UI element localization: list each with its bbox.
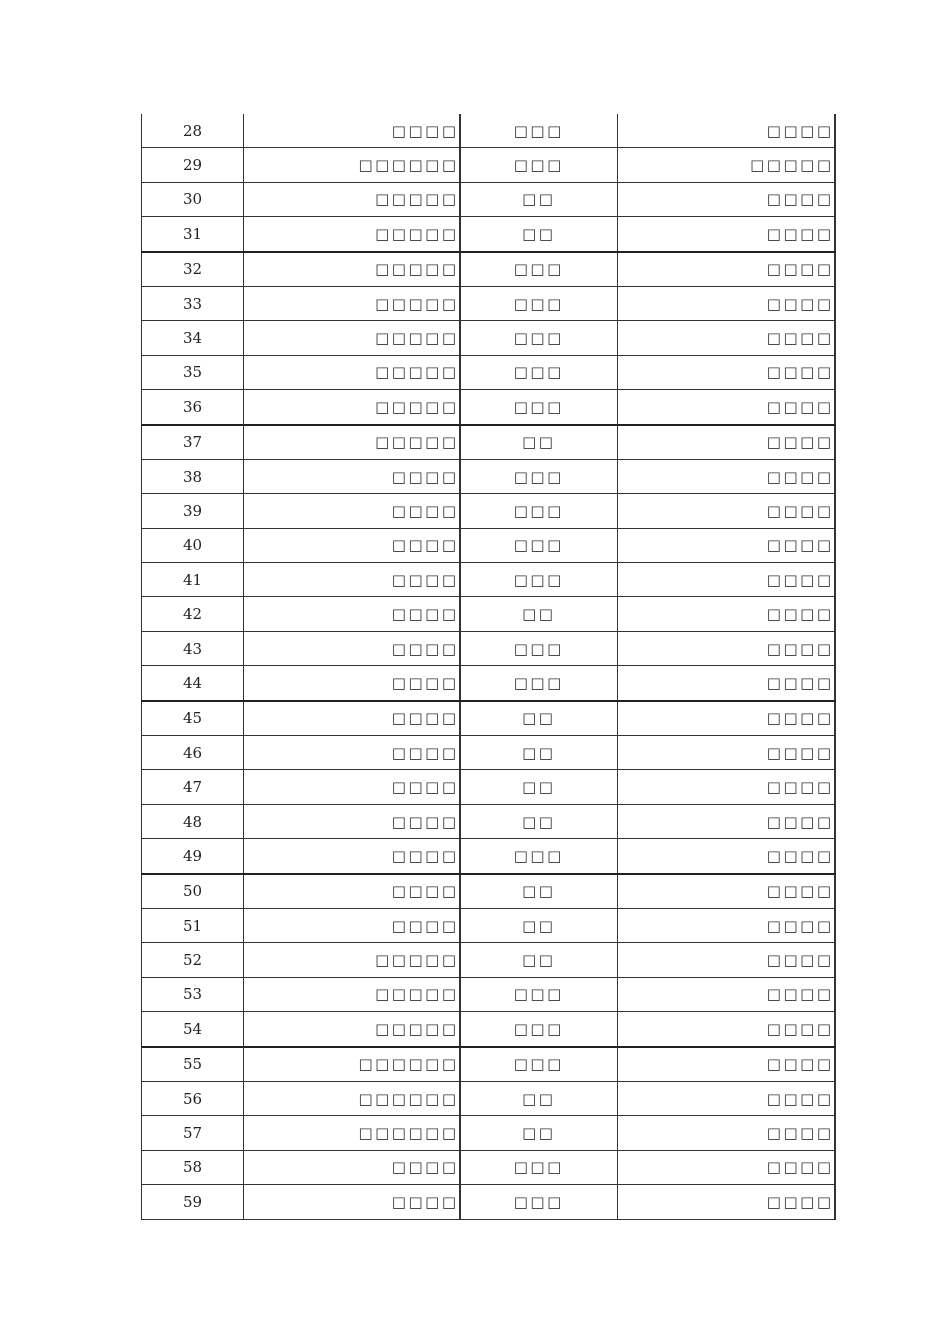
- name-cell: □□□□□□: [244, 148, 460, 182]
- row-number: 58: [142, 1150, 244, 1184]
- group-cell: □□□: [460, 1150, 618, 1184]
- table-row: [142, 1012, 835, 1047]
- table-row: [142, 631, 835, 665]
- table-row: [142, 182, 835, 216]
- group-cell: □□: [460, 182, 618, 216]
- group-cell: □□: [460, 1081, 618, 1115]
- name-cell: □□□□: [244, 1185, 460, 1219]
- group-cell: □□□: [460, 666, 618, 701]
- table-row: [142, 1116, 835, 1150]
- name-cell: □□□□: [244, 563, 460, 597]
- row-number: 46: [142, 736, 244, 770]
- name-cell: □□□□□□: [244, 1081, 460, 1115]
- row-number: 42: [142, 597, 244, 631]
- name-cell: □□□□: [244, 494, 460, 528]
- row-number: 59: [142, 1185, 244, 1219]
- table-row: [142, 217, 835, 252]
- name-cell: □□□□: [244, 528, 460, 562]
- table-row: [142, 804, 835, 838]
- row-number: 49: [142, 839, 244, 874]
- table-body: [142, 114, 835, 1219]
- value-cell: □□□□: [618, 355, 835, 389]
- row-number: 32: [142, 252, 244, 287]
- name-cell: □□□□: [244, 804, 460, 838]
- table-row: [142, 321, 835, 355]
- group-cell: □□□: [460, 114, 618, 148]
- table-row: [142, 1185, 835, 1219]
- name-cell: □□□□□: [244, 321, 460, 355]
- table-row: [142, 252, 835, 287]
- name-cell: □□□□□: [244, 425, 460, 460]
- table-row: [142, 148, 835, 182]
- value-cell: □□□□: [618, 736, 835, 770]
- table-row: [142, 494, 835, 528]
- name-cell: □□□□: [244, 597, 460, 631]
- row-number: 57: [142, 1116, 244, 1150]
- name-cell: □□□□: [244, 701, 460, 736]
- group-cell: □□: [460, 770, 618, 804]
- table-row: [142, 977, 835, 1011]
- data-table: [141, 114, 836, 1220]
- group-cell: □□: [460, 1116, 618, 1150]
- value-cell: □□□□: [618, 1012, 835, 1047]
- row-number: 34: [142, 321, 244, 355]
- group-cell: □□□: [460, 321, 618, 355]
- row-number: 45: [142, 701, 244, 736]
- table-row: [142, 943, 835, 977]
- value-cell: □□□□: [618, 666, 835, 701]
- table-row: [142, 908, 835, 942]
- group-cell: □□□: [460, 494, 618, 528]
- table-row: [142, 597, 835, 631]
- row-number: 54: [142, 1012, 244, 1047]
- row-number: 40: [142, 528, 244, 562]
- group-cell: □□□: [460, 1185, 618, 1219]
- group-cell: □□□: [460, 1047, 618, 1082]
- value-cell: □□□□: [618, 459, 835, 493]
- table-row: [142, 286, 835, 320]
- group-cell: □□: [460, 943, 618, 977]
- name-cell: □□□□□: [244, 1012, 460, 1047]
- group-cell: □□□: [460, 1012, 618, 1047]
- group-cell: □□: [460, 425, 618, 460]
- group-cell: □□□: [460, 148, 618, 182]
- row-number: 39: [142, 494, 244, 528]
- row-number: 33: [142, 286, 244, 320]
- name-cell: □□□□: [244, 114, 460, 148]
- table-row: [142, 563, 835, 597]
- table-row: [142, 736, 835, 770]
- name-cell: □□□□: [244, 1150, 460, 1184]
- value-cell: □□□□: [618, 182, 835, 216]
- row-number: 48: [142, 804, 244, 838]
- group-cell: □□: [460, 874, 618, 909]
- row-number: 37: [142, 425, 244, 460]
- value-cell: □□□□: [618, 770, 835, 804]
- table-row: [142, 114, 835, 148]
- row-number: 51: [142, 908, 244, 942]
- row-number: 47: [142, 770, 244, 804]
- name-cell: □□□□: [244, 908, 460, 942]
- group-cell: □□□: [460, 390, 618, 425]
- group-cell: □□: [460, 597, 618, 631]
- row-number: 29: [142, 148, 244, 182]
- row-number: 55: [142, 1047, 244, 1082]
- table-row: [142, 666, 835, 701]
- row-number: 44: [142, 666, 244, 701]
- table-row: [142, 874, 835, 909]
- name-cell: □□□□□□: [244, 1047, 460, 1082]
- value-cell: □□□□: [618, 908, 835, 942]
- group-cell: □□: [460, 804, 618, 838]
- value-cell: □□□□: [618, 804, 835, 838]
- group-cell: □□□: [460, 286, 618, 320]
- table-row: [142, 355, 835, 389]
- value-cell: □□□□: [618, 977, 835, 1011]
- group-cell: □□: [460, 736, 618, 770]
- row-number: 50: [142, 874, 244, 909]
- table-row: [142, 701, 835, 736]
- row-number: 36: [142, 390, 244, 425]
- name-cell: □□□□□: [244, 286, 460, 320]
- group-cell: □□□: [460, 355, 618, 389]
- name-cell: □□□□□□: [244, 1116, 460, 1150]
- value-cell: □□□□□: [618, 148, 835, 182]
- name-cell: □□□□: [244, 631, 460, 665]
- group-cell: □□: [460, 701, 618, 736]
- name-cell: □□□□□: [244, 977, 460, 1011]
- value-cell: □□□□: [618, 286, 835, 320]
- value-cell: □□□□: [618, 321, 835, 355]
- table-row: [142, 1081, 835, 1115]
- table-row: [142, 390, 835, 425]
- table-row: [142, 770, 835, 804]
- value-cell: □□□□: [618, 390, 835, 425]
- table-row: [142, 839, 835, 874]
- group-cell: □□□: [460, 459, 618, 493]
- row-number: 38: [142, 459, 244, 493]
- value-cell: □□□□: [618, 701, 835, 736]
- table-row: [142, 1047, 835, 1082]
- name-cell: □□□□: [244, 770, 460, 804]
- value-cell: □□□□: [618, 943, 835, 977]
- group-cell: □□□: [460, 528, 618, 562]
- group-cell: □□□: [460, 563, 618, 597]
- name-cell: □□□□□: [244, 943, 460, 977]
- name-cell: □□□□: [244, 839, 460, 874]
- value-cell: □□□□: [618, 631, 835, 665]
- value-cell: □□□□: [618, 528, 835, 562]
- row-number: 53: [142, 977, 244, 1011]
- data-table-sheet: [141, 114, 834, 1220]
- row-number: 41: [142, 563, 244, 597]
- row-number: 52: [142, 943, 244, 977]
- value-cell: □□□□: [618, 1185, 835, 1219]
- name-cell: □□□□: [244, 459, 460, 493]
- name-cell: □□□□□: [244, 355, 460, 389]
- row-number: 35: [142, 355, 244, 389]
- name-cell: □□□□□: [244, 182, 460, 216]
- value-cell: □□□□: [618, 114, 835, 148]
- group-cell: □□□: [460, 631, 618, 665]
- value-cell: □□□□: [618, 1150, 835, 1184]
- group-cell: □□□: [460, 977, 618, 1011]
- group-cell: □□: [460, 908, 618, 942]
- value-cell: □□□□: [618, 839, 835, 874]
- row-number: 30: [142, 182, 244, 216]
- group-cell: □□□: [460, 839, 618, 874]
- value-cell: □□□□: [618, 563, 835, 597]
- table-row: [142, 528, 835, 562]
- name-cell: □□□□: [244, 736, 460, 770]
- value-cell: □□□□: [618, 425, 835, 460]
- table-row: [142, 459, 835, 493]
- value-cell: □□□□: [618, 1081, 835, 1115]
- table-row: [142, 425, 835, 460]
- group-cell: □□: [460, 217, 618, 252]
- name-cell: □□□□: [244, 666, 460, 701]
- value-cell: □□□□: [618, 1116, 835, 1150]
- row-number: 31: [142, 217, 244, 252]
- value-cell: □□□□: [618, 874, 835, 909]
- name-cell: □□□□□: [244, 252, 460, 287]
- value-cell: □□□□: [618, 494, 835, 528]
- row-number: 43: [142, 631, 244, 665]
- group-cell: □□□: [460, 252, 618, 287]
- row-number: 28: [142, 114, 244, 148]
- row-number: 56: [142, 1081, 244, 1115]
- value-cell: □□□□: [618, 597, 835, 631]
- name-cell: □□□□: [244, 874, 460, 909]
- value-cell: □□□□: [618, 217, 835, 252]
- name-cell: □□□□□: [244, 217, 460, 252]
- name-cell: □□□□□: [244, 390, 460, 425]
- value-cell: □□□□: [618, 252, 835, 287]
- value-cell: □□□□: [618, 1047, 835, 1082]
- table-row: [142, 1150, 835, 1184]
